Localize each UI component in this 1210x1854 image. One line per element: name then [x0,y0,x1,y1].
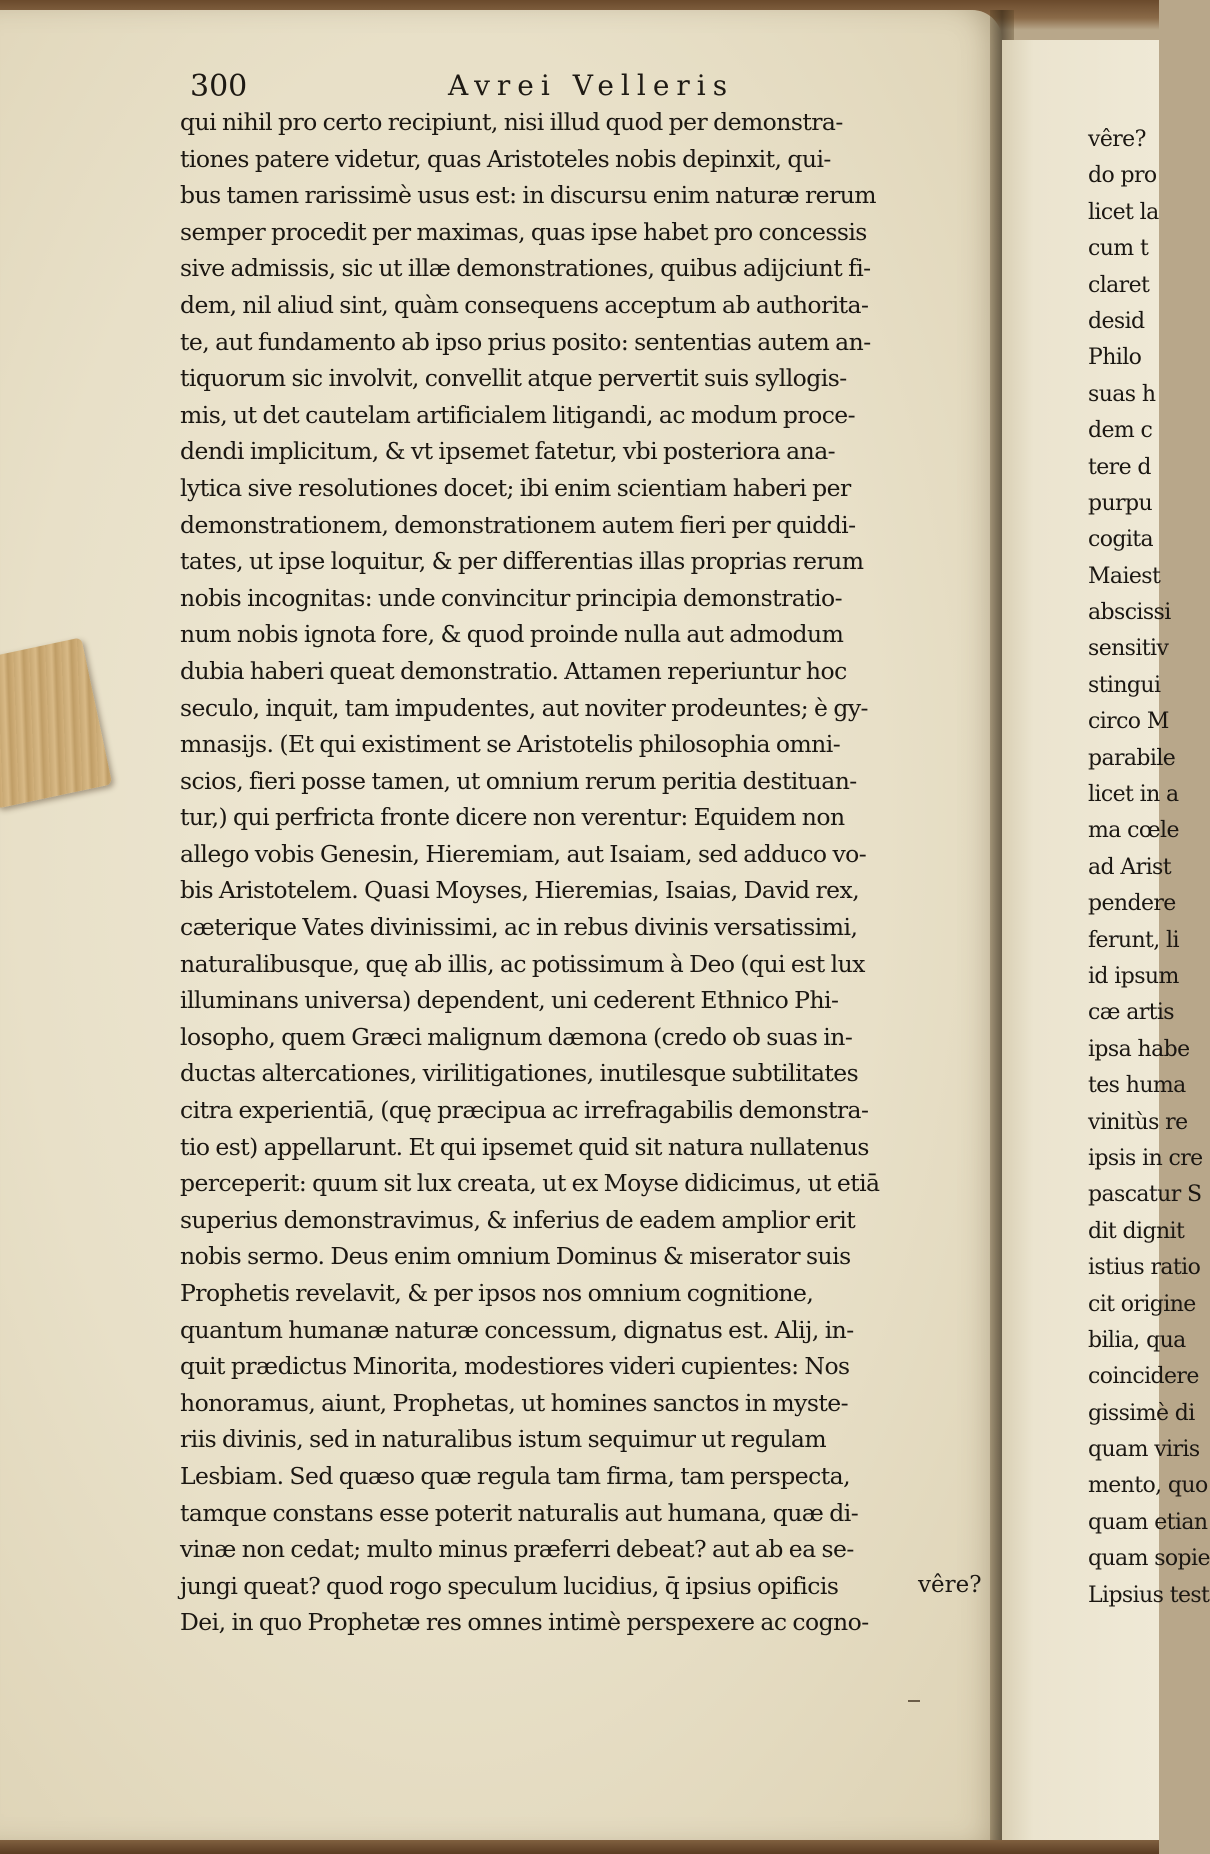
text-line: illuminans universa) dependent, uni cederent Ethnico Phi- [180,986,839,1015]
text-line: tio est) appellarunt. Et qui ipsemet quid sit natura nullatenus [180,1132,869,1161]
facing-line: licet in a [1088,782,1179,808]
facing-line: stingui [1088,672,1161,698]
facing-line: Lipsius test [1088,1582,1210,1608]
facing-line: vêre? [1088,127,1146,152]
text-line: Dei, in quo Prophetæ res omnes intimè perspexere ac cogno- [180,1608,869,1637]
facing-line: quam etian [1088,1509,1208,1535]
facing-line: cit origine [1088,1291,1196,1317]
text-line: Lesbiam. Sed quæso quæ regula tam firma, tam perspecta, [180,1461,851,1490]
facing-line: bilia, qua [1088,1327,1186,1353]
facing-line: tes huma [1088,1073,1186,1099]
running-head [190,65,1000,105]
text-line: dendi implicitum, & vt ipsemet fatetur, vbi posteriora ana- [180,437,836,466]
facing-line: parabile [1088,745,1176,771]
text-line: Prophetis revelavit, & per ipsos nos omnium cognitione, [180,1279,814,1307]
text-line: ductas altercationes, virilitigationes, inutilesque subtilitates [180,1059,859,1088]
facing-line: cæ artis [1088,1000,1174,1026]
page-mark [908,1700,920,1702]
text-line: cæterique Vates divinissimi, ac in rebus divinis versatissimi, [180,913,858,942]
facing-line: licet la [1088,199,1159,225]
facing-page [1002,0,1210,1854]
text-line: allego vobis Genesin, Hieremiam, aut Isaiam, sed adduco vo- [180,839,867,868]
facing-line: desid [1088,308,1145,334]
facing-line: sensitiv [1088,636,1169,662]
text-line: nobis sermo. Deus enim omnium Dominus & miserator suis [180,1242,851,1271]
text-line: dubia haberi queat demonstratio. Attamen reperiuntur hoc [180,656,847,685]
facing-line: coincidere [1088,1364,1199,1390]
facing-line: claret [1088,272,1150,298]
facing-line: quam sopie [1088,1546,1210,1572]
body-text [180,104,1000,1641]
text-line: dem, nil aliud sint, quàm consequens acceptum ab authorita- [180,290,869,319]
facing-line: vinitùs re [1088,1109,1188,1135]
facing-line: purpu [1088,490,1153,516]
facing-line: pendere [1088,891,1176,917]
text-line: sive admissis, sic ut illæ demonstrationes, quibus adijciunt fi- [180,254,871,283]
text-line: tates, ut ipse loquitur, & per differentias illas proprias rerum [180,547,864,576]
text-line: naturalibusque, quę ab illis, ac potissimum à Deo (qui est lux [180,949,865,978]
text-line: quantum humanæ naturæ concessum, dignatus est. Alij, in- [180,1315,854,1344]
text-line: superius demonstravimus, & inferius de eadem amplior erit [180,1205,856,1234]
facing-line: tere d [1088,454,1151,480]
text-line: vinæ non cedat; multo minus præferri debeat? aut ab ea se- [180,1535,854,1564]
facing-line: dit dignit [1088,1218,1185,1244]
text-line: bus tamen rarissimè usus est: in discursu enim naturæ rerum [180,181,877,210]
facing-line: circo M [1088,709,1169,735]
text-line: tur,) qui perfricta fronte dicere non verentur: Equidem non [180,803,845,832]
facing-line: pascatur S [1088,1182,1202,1208]
page-number: 300 [190,69,248,104]
facing-line: Maiest [1088,563,1161,589]
facing-line: istius ratio [1088,1255,1201,1281]
facing-line: cum t [1088,236,1149,262]
text-line: citra experientiā, (quę præcipua ac irrefragabilis demonstra- [180,1096,869,1125]
facing-line: dem c [1088,418,1153,444]
text-line: mis, ut det cautelam artificialem litigandi, ac modum proce- [180,400,856,429]
text-line: tiquorum sic involvit, convellit atque pervertit suis syllogis- [180,364,847,393]
facing-line: do pro [1088,163,1157,189]
facing-line: abscissi [1088,600,1171,626]
facing-line: quam viris [1088,1437,1200,1463]
facing-page-text [1088,122,1210,1614]
catchword: vêre? [918,1572,982,1598]
text-line: honoramus, aiunt, Prophetas, ut homines sanctos in myste- [180,1388,849,1417]
facing-line: Philo [1088,345,1142,371]
text-line: num nobis ignota fore, & quod proinde nulla aut admodum [180,620,844,649]
text-line: perceperit: quum sit lux creata, ut ex Moyse didicimus, ut etiā [180,1169,880,1198]
text-line: tamque constans esse poterit naturalis aut humana, quæ di- [180,1498,859,1527]
text-line: scios, fieri posse tamen, ut omnium rerum peritia destituan- [180,766,857,795]
facing-line: mento, quo [1088,1473,1208,1499]
text-line: quit prædictus Minorita, modestiores videri cupientes: Nos [180,1352,850,1381]
text-line: mnasijs. (Et qui existiment se Aristotelis philosophia omni- [180,730,841,759]
facing-line: id ipsum [1088,963,1179,989]
facing-line: cogita [1088,527,1154,553]
facing-line: suas h [1088,381,1156,407]
text-line: demonstrationem, demonstrationem autem fieri per quiddi- [180,510,856,539]
text-line: riis divinis, sed in naturalibus istum sequimur ut regulam [180,1425,827,1454]
text-line: lytica sive resolutiones docet; ibi enim scientiam haberi per [180,473,851,502]
facing-line: ad Arist [1088,854,1171,880]
text-line: te, aut fundamento ab ipso prius posito: sententias autem an- [180,327,871,356]
facing-line: gissimè di [1088,1400,1195,1426]
facing-line: ma cœle [1088,818,1179,844]
text-line: bis Aristotelem. Quasi Moyses, Hieremias, Isaias, David rex, [180,876,860,905]
facing-line: ipsis in cre [1088,1145,1203,1171]
text-line: semper procedit per maximas, quas ipse habet pro concessis [180,217,867,246]
text-line: seculo, inquit, tam impudentes, aut noviter prodeuntes; è gy- [180,693,868,722]
facing-line: ferunt, li [1088,927,1179,953]
text-line: qui nihil pro certo recipiunt, nisi illud quod per demonstra- [180,108,843,136]
running-title: Avrei Velleris [448,69,735,102]
text-line: tiones patere videtur, quas Aristoteles nobis depinxit, qui- [180,144,831,173]
facing-line: ipsa habe [1088,1036,1190,1062]
text-line: jungi queat? quod rogo speculum lucidius, q̄ ipsius opificis [180,1571,839,1600]
text-line: losopho, quem Græci malignum dæmona (credo ob suas in- [180,1022,853,1051]
text-line: nobis incognitas: unde convincitur principia demonstratio- [180,583,843,612]
